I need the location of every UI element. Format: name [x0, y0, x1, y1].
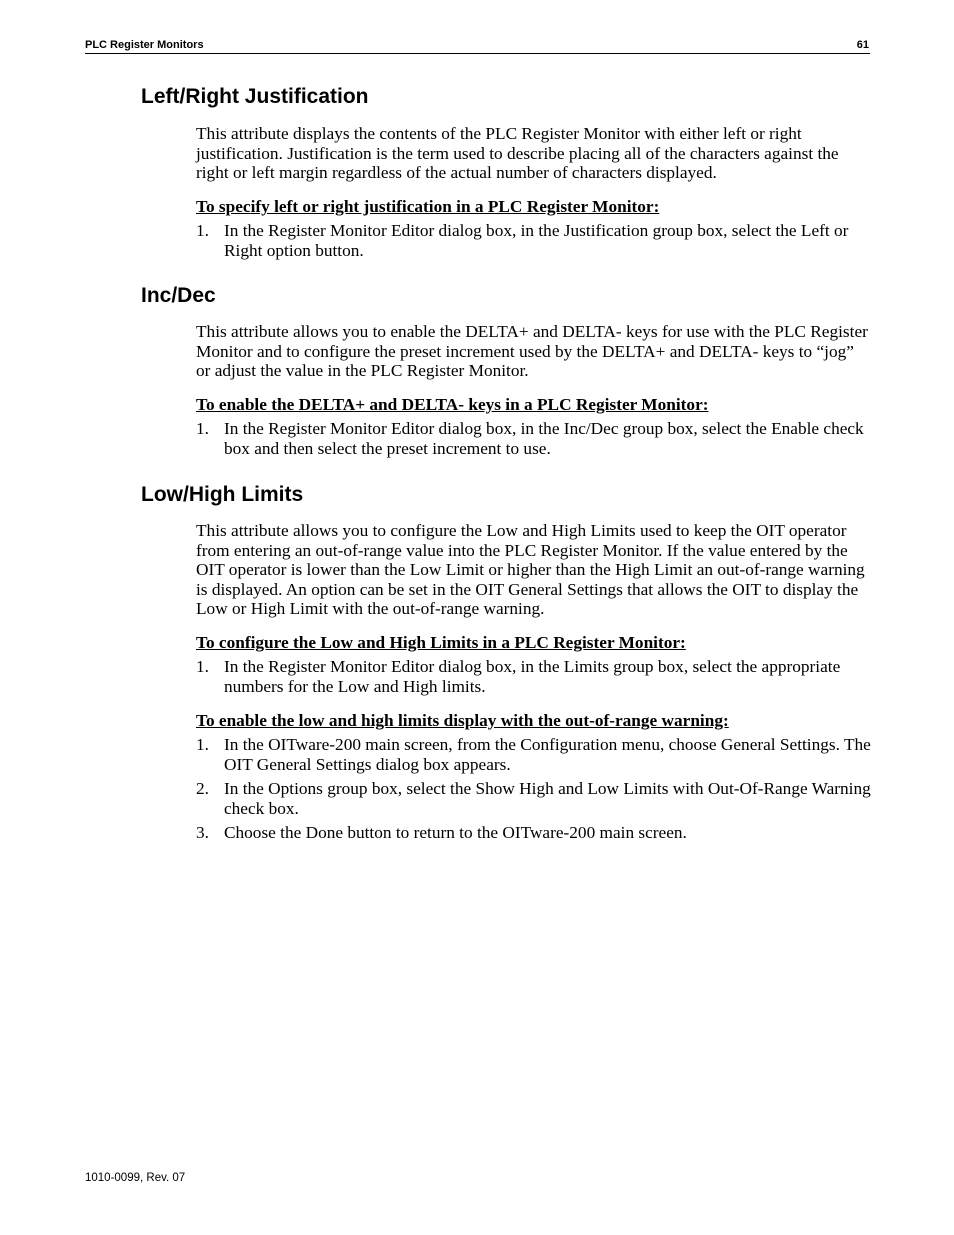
procedure-step	[196, 779, 872, 818]
procedure-step	[196, 823, 872, 843]
step-text: Choose the Done button to return to the OITware-200 main screen.	[224, 823, 687, 842]
section-body-incdec: This attribute allows you to enable the DELTA+ and DELTA- keys for use with the PLC Register Monitor and to configure the preset increment used by the DELTA+ and DELTA- keys to “jog” or adjust the value in the PLC Register Monitor.	[196, 322, 868, 381]
section-heading-limits: Low/High Limits	[141, 483, 304, 506]
procedure-title-enable-limits-display: To enable the low and high limits display with the out-of-range warning:	[196, 711, 729, 730]
step-number: 3.	[196, 823, 209, 842]
procedure-step	[196, 735, 872, 774]
procedure-title-configure-limits: To configure the Low and High Limits in a PLC Register Monitor:	[196, 633, 686, 652]
procedure-title-incdec: To enable the DELTA+ and DELTA- keys in a PLC Register Monitor:	[196, 395, 709, 414]
step-text: In the OITware-200 main screen, from the Configuration menu, choose General Settings. The OIT General Settings dialog box appears.	[224, 735, 871, 774]
procedure-title-justification: To specify left or right justification in a PLC Register Monitor:	[196, 197, 660, 216]
step-number: 1.	[196, 221, 209, 240]
procedure-step	[196, 419, 872, 458]
section-body-justification: This attribute displays the contents of the PLC Register Monitor with either left or right justification. Justification is the term used to describe placing all of the characters against the right or left margin regardless of the actual number of characters displayed.	[196, 124, 839, 183]
step-text: In the Register Monitor Editor dialog box, in the Justification group box, select the Left or Right option button.	[224, 221, 849, 260]
footer-doc-id: 1010-0099, Rev. 07	[85, 1172, 186, 1184]
procedure-step	[196, 221, 872, 260]
page-number: 61	[856, 39, 869, 51]
step-number: 1.	[196, 657, 209, 676]
header-title: PLC Register Monitors	[85, 39, 204, 51]
section-body-limits: This attribute allows you to configure the Low and High Limits used to keep the OIT operator from entering an out-of-range value into the PLC Register Monitor. If the value entered by the OIT operator is lower than the Low Limit or higher than the High Limit an out-of-range warning is displayed. An option can be set in the OIT General Settings that allows the OIT to display the Low or High Limit with the out-of-range warning.	[196, 521, 865, 619]
step-number: 1.	[196, 419, 209, 438]
section-heading-justification: Left/Right Justification	[141, 85, 369, 108]
running-header	[85, 38, 870, 54]
section-heading-incdec: Inc/Dec	[141, 284, 216, 307]
step-number: 1.	[196, 735, 209, 754]
step-text: In the Options group box, select the Show High and Low Limits with Out-Of-Range Warning check box.	[224, 779, 871, 818]
step-number: 2.	[196, 779, 209, 798]
step-text: In the Register Monitor Editor dialog box, in the Limits group box, select the appropriate numbers for the Low and High limits.	[224, 657, 841, 696]
step-text: In the Register Monitor Editor dialog box, in the Inc/Dec group box, select the Enable check box and then select the preset increment to use.	[224, 419, 864, 458]
procedure-step	[196, 657, 872, 696]
